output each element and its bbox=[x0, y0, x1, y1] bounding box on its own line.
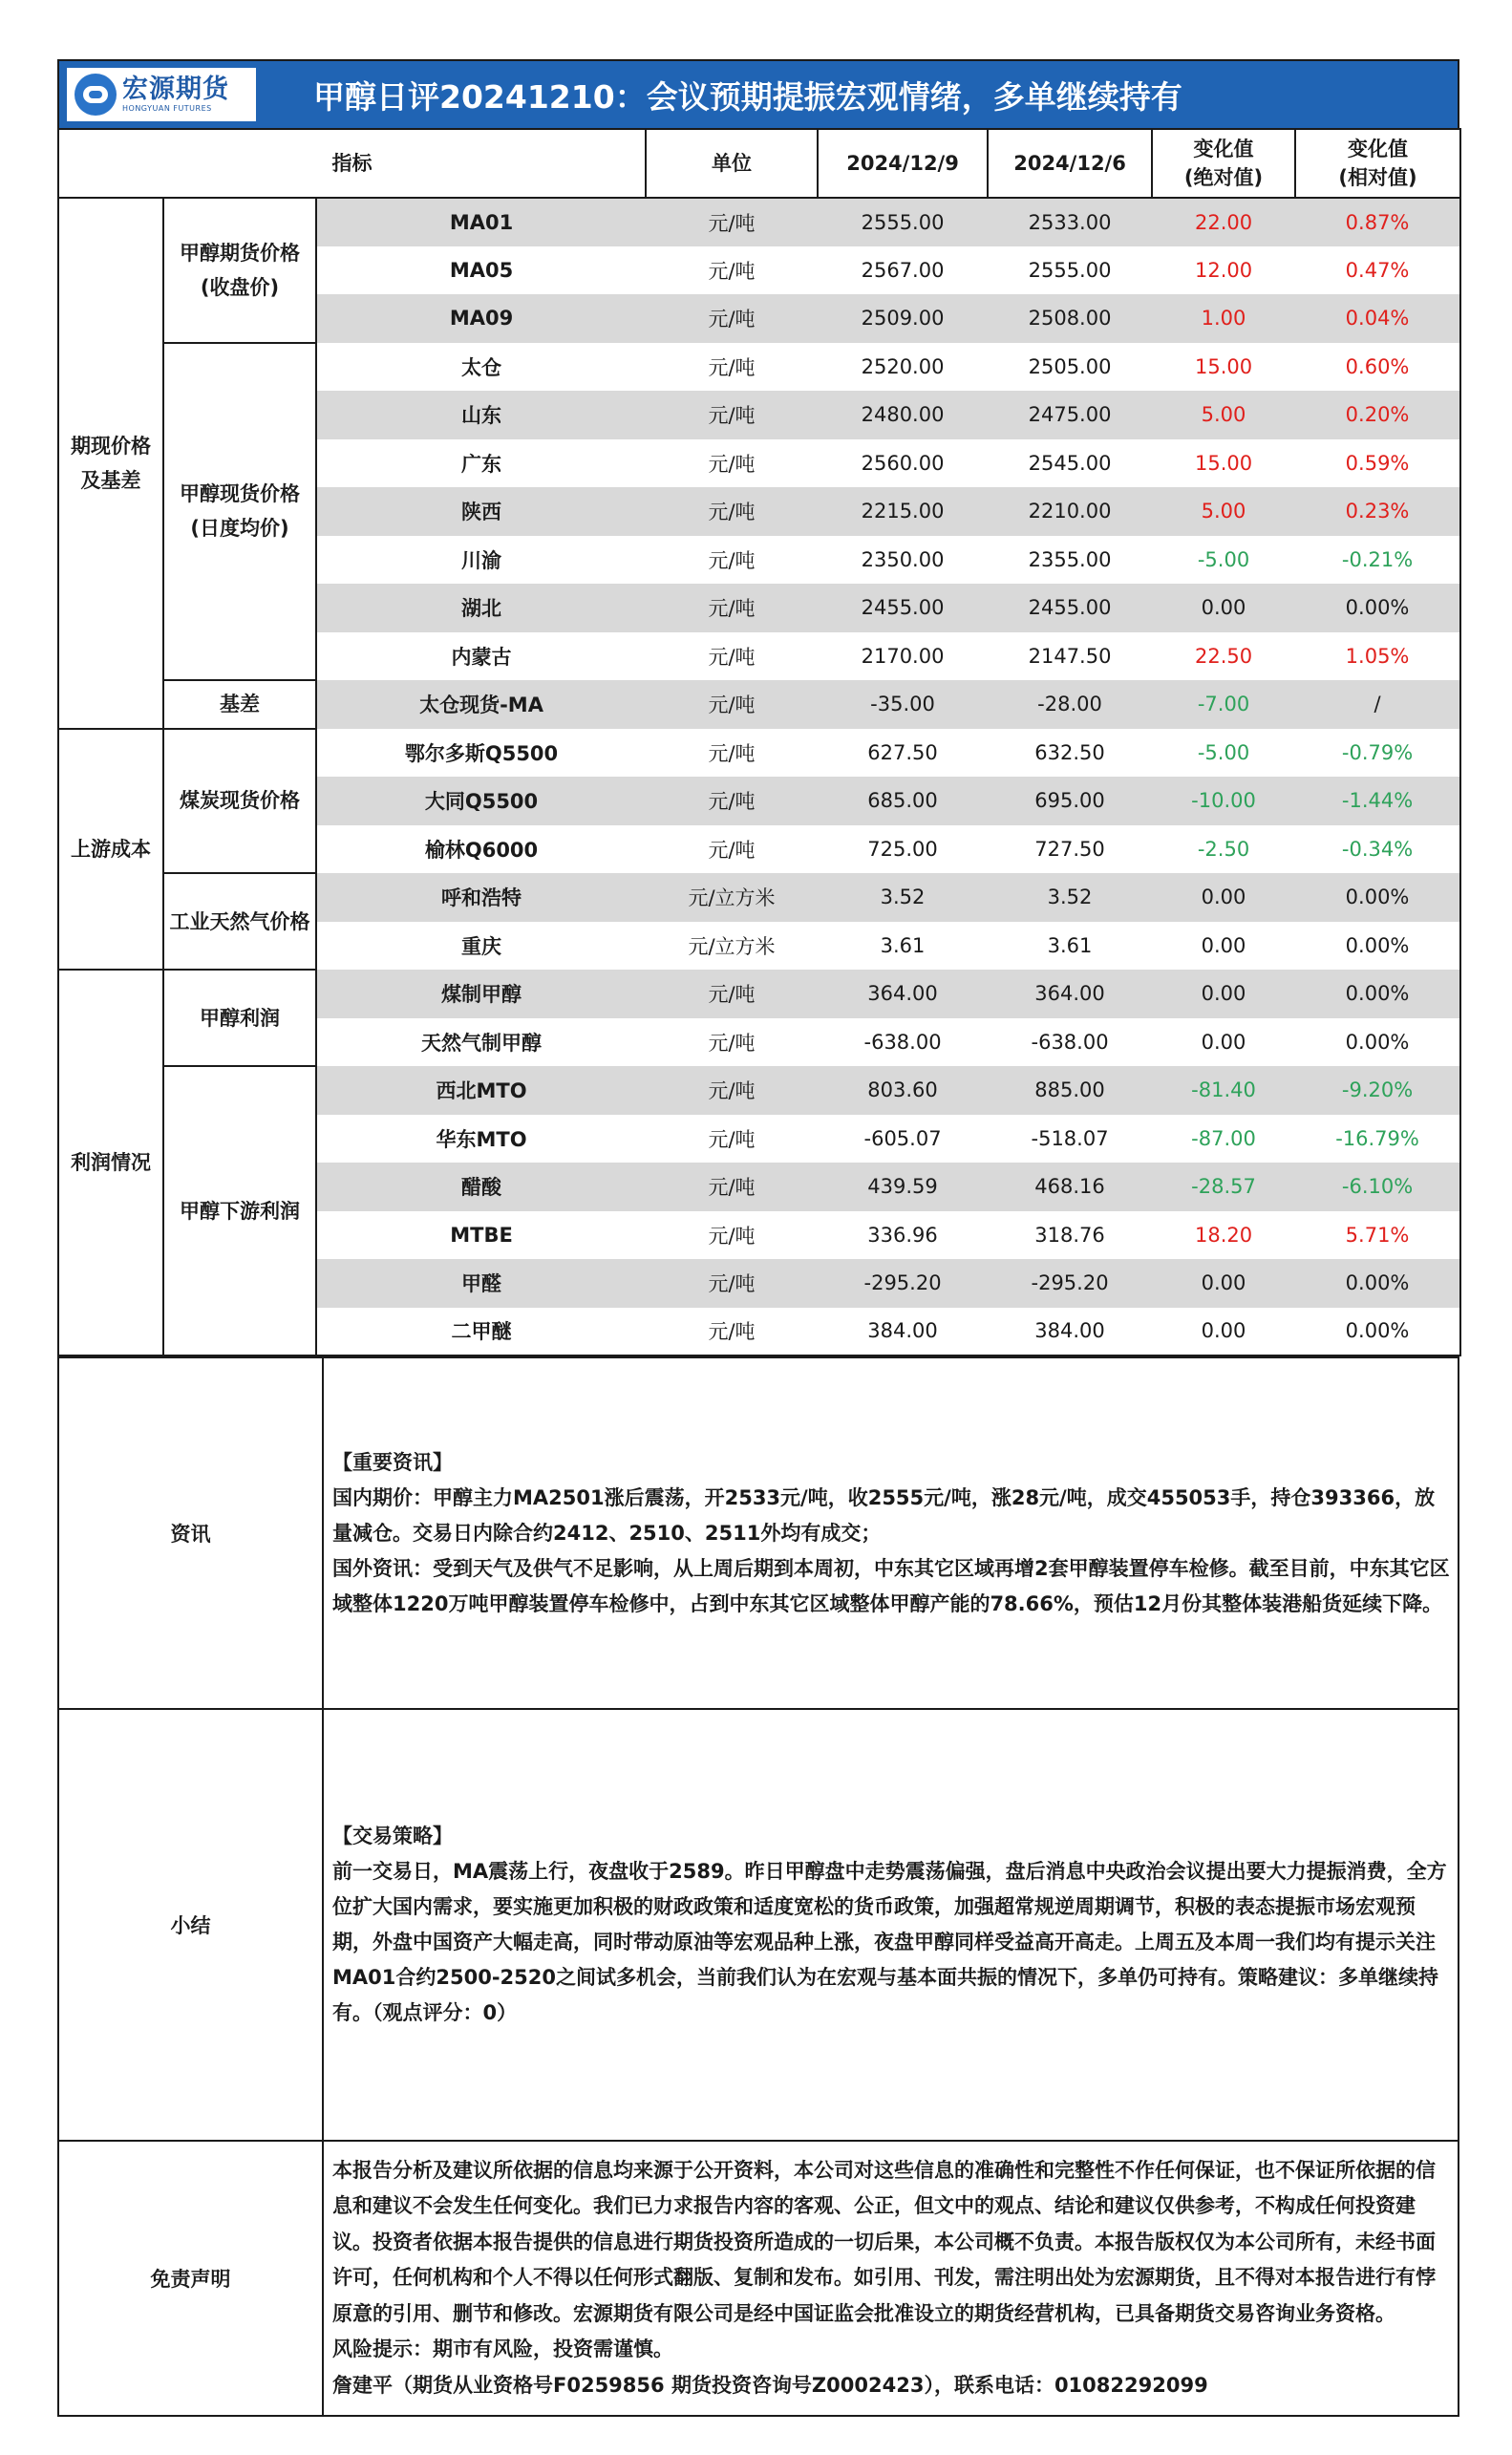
abs-change-cell: 5.00 bbox=[1152, 487, 1295, 536]
disclaimer-content bbox=[325, 2153, 1457, 2404]
indicator-cell: 西北MTO bbox=[316, 1066, 646, 1115]
rel-change-cell: 0.47% bbox=[1295, 246, 1460, 295]
abs-change-cell: 0.00 bbox=[1152, 1308, 1295, 1356]
subgroup-label: 甲醇期货价格 (收盘价) bbox=[163, 198, 316, 343]
value-date-1: 384.00 bbox=[818, 1308, 988, 1356]
abs-change-cell: 0.00 bbox=[1201, 933, 1246, 957]
unit-cell: 元/吨 bbox=[646, 680, 818, 729]
value-date-1: 685.00 bbox=[818, 777, 988, 825]
disclaimer-paragraph: 本报告分析及建议所依据的信息均来源于公开资料，本公司对这些信息的准确性和完整性不作任何保证，也不保证所依据的信息和建议不会发生任何变化。我们已力求报告内容的客观、公正，但文中的观点、结论和建议仅供参考，不构成任何投资建议。投资者依据本报告提供的信息进行期货投资所造成的一切后果，本公司概不负责。本报告版权仅为本公司所有，未经书面许可，任何机构和个人不得以任何形式翻版、复制和发布。如引用、刊发，需注明出处为宏源期货，且不得对本报告进行有悖原意的引用、删节和修改。宏源期货有限公司是经中国证监会批准设立的期货经营机构，已具备期货交易咨询业务资格。 bbox=[332, 2158, 1436, 2325]
indicator-cell: 太仓 bbox=[461, 355, 502, 379]
subgroup-label: 甲醇下游利润 bbox=[163, 1066, 316, 1356]
rel-change-cell: 0.00% bbox=[1295, 970, 1460, 1018]
value-date-2: 2475.00 bbox=[988, 391, 1152, 439]
header-date-1: 2024/12/9 bbox=[818, 129, 988, 198]
indicator-cell: 榆林Q6000 bbox=[424, 838, 539, 862]
value-date-2: 2508.00 bbox=[988, 294, 1152, 343]
rel-change-cell: -1.44% bbox=[1295, 777, 1460, 825]
abs-change-cell: 15.00 bbox=[1194, 354, 1253, 378]
value-date-1: -295.20 bbox=[818, 1259, 988, 1308]
rel-change-cell: 0.20% bbox=[1295, 391, 1460, 439]
value-date-2: 2545.00 bbox=[1028, 451, 1112, 475]
indicator-cell: 重庆 bbox=[461, 934, 502, 958]
abs-change-cell: 5.00 bbox=[1152, 391, 1295, 439]
abs-change-cell: -28.57 bbox=[1152, 1163, 1295, 1211]
abs-change-cell: 0.00 bbox=[1201, 1030, 1246, 1054]
abs-change-cell: 0.00 bbox=[1152, 873, 1295, 922]
rel-change-cell: -0.21% bbox=[1295, 536, 1460, 585]
news-section bbox=[58, 1357, 1459, 1709]
unit-cell: 元/吨 bbox=[708, 1031, 756, 1055]
value-date-2: 468.16 bbox=[988, 1163, 1152, 1211]
summary-section bbox=[58, 1709, 1459, 2141]
unit-cell: 元/吨 bbox=[708, 1127, 756, 1151]
unit-cell: 元/吨 bbox=[708, 452, 756, 476]
abs-change-cell: 0.00 bbox=[1152, 970, 1295, 1018]
unit-cell: 元/吨 bbox=[646, 584, 818, 632]
group-label: 期现价格 及基差 bbox=[58, 198, 163, 729]
value-date-2: 2555.00 bbox=[1028, 258, 1112, 282]
indicator-cell: MA09 bbox=[316, 294, 646, 343]
news-label: 资讯 bbox=[58, 1357, 323, 1709]
subgroup-label: 基差 bbox=[163, 680, 316, 729]
value-date-2: 632.50 bbox=[1034, 740, 1105, 764]
unit-cell: 元/吨 bbox=[708, 838, 756, 862]
indicator-cell: 天然气制甲醇 bbox=[421, 1031, 543, 1055]
risk-warning: 风险提示：期市有风险，投资需谨慎。 bbox=[332, 2338, 673, 2361]
news-heading: 【重要资讯】 bbox=[332, 1450, 453, 1474]
news-content bbox=[325, 1445, 1457, 1622]
unit-cell: 元/吨 bbox=[708, 741, 756, 765]
value-date-1: 2480.00 bbox=[818, 391, 988, 439]
value-date-2: 695.00 bbox=[988, 777, 1152, 825]
table-row bbox=[58, 729, 1460, 778]
unit-cell: 元/吨 bbox=[646, 391, 818, 439]
header-rel-change: 变化值 (相对值) bbox=[1295, 129, 1460, 198]
value-date-1: -638.00 bbox=[863, 1030, 942, 1054]
value-date-1: 3.61 bbox=[880, 933, 926, 957]
group-label: 利润情况 bbox=[58, 970, 163, 1356]
value-date-2: -638.00 bbox=[1031, 1030, 1109, 1054]
report-sheet bbox=[57, 59, 1459, 2417]
abs-change-cell: -7.00 bbox=[1152, 680, 1295, 729]
analyst-contact: 詹建平（期货从业资格号F0259856 期货投资咨询号Z0002423），联系电话：01082292099 bbox=[332, 2373, 1208, 2397]
rel-change-cell: 0.00% bbox=[1295, 873, 1460, 922]
summary-heading: 【交易策略】 bbox=[332, 1825, 453, 1847]
rel-change-cell: 0.00% bbox=[1295, 1018, 1460, 1067]
indicator-cell: 呼和浩特 bbox=[316, 873, 646, 922]
rel-change-cell: 0.87% bbox=[1295, 198, 1460, 246]
unit-cell: 元/吨 bbox=[646, 1259, 818, 1308]
abs-change-cell: -2.50 bbox=[1197, 837, 1250, 861]
header-indicator: 指标 bbox=[58, 129, 646, 198]
table-header-row bbox=[58, 129, 1460, 198]
abs-change-cell: -5.00 bbox=[1197, 740, 1250, 764]
logo-name: 宏源期货 bbox=[122, 75, 229, 104]
value-date-2: 2210.00 bbox=[988, 487, 1152, 536]
unit-cell: 元/吨 bbox=[708, 259, 756, 283]
table-row bbox=[58, 970, 1460, 1018]
value-date-1: 336.96 bbox=[867, 1223, 938, 1247]
rel-change-cell: 0.00% bbox=[1295, 1308, 1460, 1356]
rel-change-cell: 0.00% bbox=[1295, 922, 1460, 971]
report-banner bbox=[57, 59, 1459, 128]
header-unit: 单位 bbox=[646, 129, 818, 198]
header-date-2: 2024/12/6 bbox=[988, 129, 1152, 198]
value-date-2: 727.50 bbox=[1034, 837, 1105, 861]
abs-change-cell: 18.20 bbox=[1194, 1223, 1253, 1247]
abs-change-cell: 12.00 bbox=[1194, 258, 1253, 282]
value-date-1: 2215.00 bbox=[818, 487, 988, 536]
indicator-cell: 醋酸 bbox=[316, 1163, 646, 1211]
table-row bbox=[58, 1066, 1460, 1115]
news-paragraph: 国内期价：甲醇主力MA2501涨后震荡，开2533元/吨，收2555元/吨，涨28元/吨，成交455053手，持仓393366，放量减仓。交易日内除合约2412、2510、2511外均有成交； bbox=[332, 1485, 1436, 1545]
value-date-1: 2350.00 bbox=[861, 547, 945, 571]
subgroup-label: 工业天然气价格 bbox=[163, 873, 316, 970]
rel-change-cell: 0.59% bbox=[1295, 439, 1460, 488]
rel-change-cell: / bbox=[1295, 680, 1460, 729]
company-logo bbox=[67, 68, 256, 121]
value-date-1: 2567.00 bbox=[861, 258, 945, 282]
unit-cell: 元/吨 bbox=[708, 645, 756, 669]
abs-change-cell: 22.50 bbox=[1194, 644, 1253, 668]
summary-label: 小结 bbox=[58, 1709, 323, 2141]
rel-change-cell: 1.05% bbox=[1295, 632, 1460, 681]
unit-cell: 元/吨 bbox=[646, 777, 818, 825]
indicator-cell: 煤制甲醇 bbox=[316, 970, 646, 1018]
value-date-2: 2533.00 bbox=[988, 198, 1152, 246]
summary-paragraph: 前一交易日，MA震荡上行，夜盘收于2589。昨日甲醇盘中走势震荡偏强，盘后消息中央政治会议提出要大力提振消费，全方位扩大国内需求，要实施更加积极的财政政策和适度宽松的货币政策，加强超常规逆周期调节，积极的表态提振市场宏观预期，外盘中国资产大幅走高，同时带动原油等宏观品种上涨，夜盘甲醇同样受益高开高走。上周五及本周一我们均有提示关注MA01合约2500-2520之间试多机会，当前我们认为在宏观与基本面共振的情况下，多单仍可持有。策略建议：多单继续持有。（观点评分：0） bbox=[332, 1860, 1447, 2024]
summary-content bbox=[325, 1819, 1457, 2031]
value-date-1: -35.00 bbox=[818, 680, 988, 729]
disclaimer-section bbox=[58, 2141, 1459, 2416]
value-date-1: 2170.00 bbox=[861, 644, 945, 668]
unit-cell: 元/立方米 bbox=[688, 934, 776, 958]
indicator-cell: 华东MTO bbox=[436, 1127, 527, 1151]
unit-cell: 元/吨 bbox=[646, 294, 818, 343]
abs-change-cell: -10.00 bbox=[1152, 777, 1295, 825]
rel-change-cell: -6.10% bbox=[1295, 1163, 1460, 1211]
value-date-1: 2520.00 bbox=[861, 354, 945, 378]
value-date-1: 627.50 bbox=[867, 740, 938, 764]
subgroup-label: 煤炭现货价格 bbox=[163, 729, 316, 874]
value-date-1: 364.00 bbox=[818, 970, 988, 1018]
value-date-2: 318.76 bbox=[1034, 1223, 1105, 1247]
unit-cell: 元/吨 bbox=[646, 487, 818, 536]
group-label: 上游成本 bbox=[58, 729, 163, 971]
value-date-2: -518.07 bbox=[1031, 1126, 1109, 1150]
value-date-1: 803.60 bbox=[818, 1066, 988, 1115]
rel-change-cell: -9.20% bbox=[1295, 1066, 1460, 1115]
value-date-2: -28.00 bbox=[988, 680, 1152, 729]
abs-change-cell: -5.00 bbox=[1197, 547, 1250, 571]
indicator-cell: 广东 bbox=[461, 452, 502, 476]
abs-change-cell: -81.40 bbox=[1152, 1066, 1295, 1115]
value-date-1: 2455.00 bbox=[818, 584, 988, 632]
indicator-cell: 太仓现货-MA bbox=[316, 680, 646, 729]
abs-change-cell: 0.00 bbox=[1152, 1259, 1295, 1308]
logo-icon bbox=[75, 74, 117, 116]
indicator-cell: 川渝 bbox=[461, 548, 502, 572]
value-date-2: -295.20 bbox=[988, 1259, 1152, 1308]
table-body bbox=[58, 198, 1460, 1356]
rel-change-cell: -0.34% bbox=[1295, 825, 1460, 874]
unit-cell: 元/吨 bbox=[646, 198, 818, 246]
indicator-cell: MA01 bbox=[316, 198, 646, 246]
value-date-2: 2505.00 bbox=[1028, 354, 1112, 378]
text-sections bbox=[57, 1356, 1459, 2417]
value-date-1: 3.52 bbox=[818, 873, 988, 922]
price-table bbox=[57, 128, 1461, 1356]
rel-change-cell: 0.23% bbox=[1295, 487, 1460, 536]
news-paragraph: 国外资讯：受到天气及供气不足影响，从上周后期到本周初，中东其它区域再增2套甲醇装置停车检修。截至目前，中东其它区域整体1220万吨甲醇装置停车检修中，占到中东其它区域整体甲醇产能的78.66%，预估12月份其整体装港船货延续下降。 bbox=[332, 1556, 1450, 1615]
value-date-2: 3.61 bbox=[1047, 933, 1093, 957]
value-date-2: 3.52 bbox=[988, 873, 1152, 922]
table-row bbox=[58, 198, 1460, 246]
value-date-2: 2455.00 bbox=[988, 584, 1152, 632]
indicator-cell: MA05 bbox=[449, 258, 514, 282]
value-date-2: 384.00 bbox=[988, 1308, 1152, 1356]
indicator-cell: 大同Q5500 bbox=[316, 777, 646, 825]
indicator-cell: 鄂尔多斯Q5500 bbox=[404, 741, 559, 765]
unit-cell: 元/立方米 bbox=[646, 873, 818, 922]
indicator-cell: 甲醛 bbox=[316, 1259, 646, 1308]
abs-change-cell: 0.00 bbox=[1152, 584, 1295, 632]
unit-cell: 元/吨 bbox=[646, 970, 818, 1018]
logo-english: HONGYUAN FUTURES bbox=[122, 104, 212, 113]
value-date-1: 2509.00 bbox=[818, 294, 988, 343]
value-date-1: 439.59 bbox=[818, 1163, 988, 1211]
value-date-2: 885.00 bbox=[988, 1066, 1152, 1115]
rel-change-cell: 0.04% bbox=[1295, 294, 1460, 343]
unit-cell: 元/吨 bbox=[708, 548, 756, 572]
unit-cell: 元/吨 bbox=[646, 1308, 818, 1356]
table-row bbox=[58, 873, 1460, 922]
unit-cell: 元/吨 bbox=[646, 1163, 818, 1211]
indicator-cell: 陕西 bbox=[316, 487, 646, 536]
indicator-cell: 山东 bbox=[316, 391, 646, 439]
subgroup-label: 甲醇现货价格 (日度均价) bbox=[163, 343, 316, 681]
table-row bbox=[58, 343, 1460, 392]
unit-cell: 元/吨 bbox=[708, 355, 756, 379]
indicator-cell: 内蒙古 bbox=[451, 645, 512, 669]
rel-change-cell: 5.71% bbox=[1295, 1211, 1460, 1260]
rel-change-cell: -0.79% bbox=[1295, 729, 1460, 778]
unit-cell: 元/吨 bbox=[646, 1066, 818, 1115]
disclaimer-label: 免责声明 bbox=[58, 2141, 323, 2416]
abs-change-cell: 22.00 bbox=[1152, 198, 1295, 246]
value-date-2: 2355.00 bbox=[1028, 547, 1112, 571]
indicator-cell: 湖北 bbox=[316, 584, 646, 632]
abs-change-cell: -87.00 bbox=[1191, 1126, 1256, 1150]
header-abs-change: 变化值 (绝对值) bbox=[1152, 129, 1295, 198]
rel-change-cell: 0.00% bbox=[1295, 1259, 1460, 1308]
value-date-2: 364.00 bbox=[988, 970, 1152, 1018]
report-title: 甲醇日评20241210：会议预期提振宏观情绪，多单继续持有 bbox=[313, 77, 1182, 116]
indicator-cell: MTBE bbox=[450, 1223, 513, 1247]
rel-change-cell: -16.79% bbox=[1295, 1115, 1460, 1163]
rel-change-cell: 0.60% bbox=[1295, 343, 1460, 392]
value-date-2: 2147.50 bbox=[1028, 644, 1112, 668]
value-date-1: 2555.00 bbox=[818, 198, 988, 246]
value-date-1: -605.07 bbox=[863, 1126, 942, 1150]
value-date-1: 2560.00 bbox=[861, 451, 945, 475]
indicator-cell: 二甲醚 bbox=[316, 1308, 646, 1356]
value-date-1: 725.00 bbox=[867, 837, 938, 861]
table-row bbox=[58, 680, 1460, 729]
subgroup-label: 甲醇利润 bbox=[163, 970, 316, 1066]
rel-change-cell: 0.00% bbox=[1295, 584, 1460, 632]
unit-cell: 元/吨 bbox=[708, 1224, 756, 1248]
abs-change-cell: 1.00 bbox=[1152, 294, 1295, 343]
abs-change-cell: 15.00 bbox=[1194, 451, 1253, 475]
